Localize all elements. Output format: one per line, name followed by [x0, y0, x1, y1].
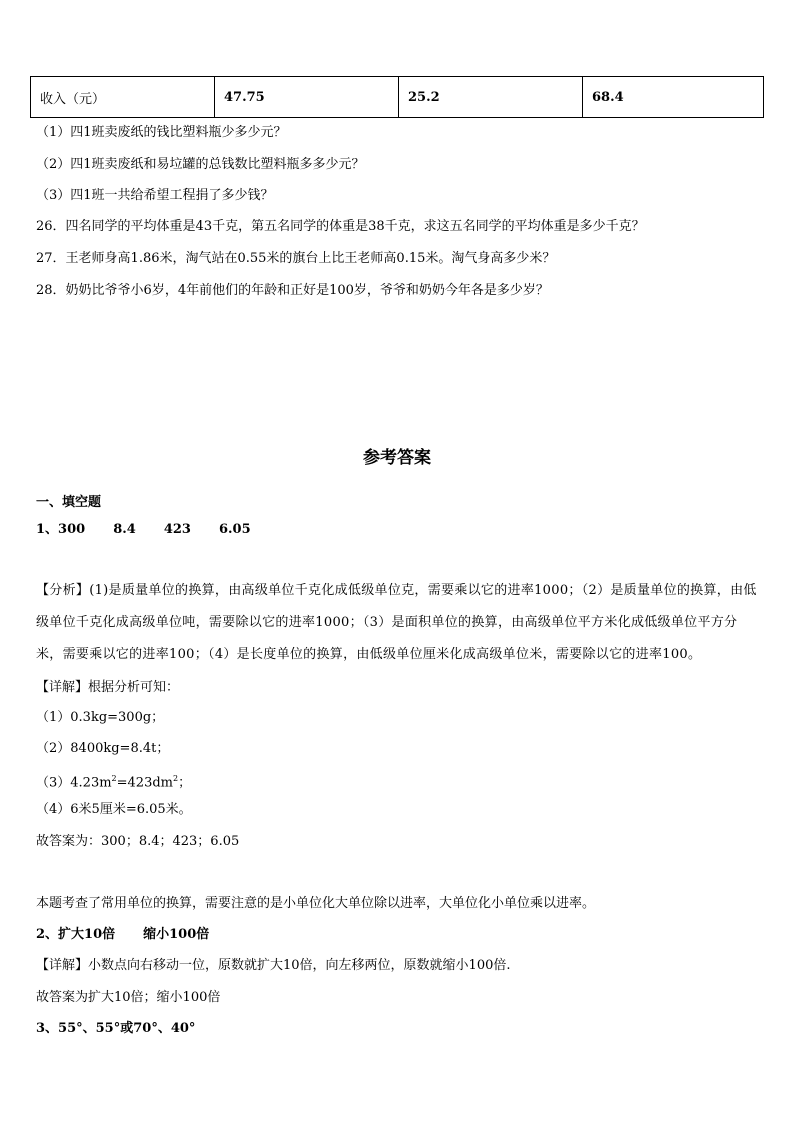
table-cell-value: 47.75 — [215, 77, 399, 118]
answer-value: 8.4 — [113, 522, 136, 537]
answer-number: 1、 — [36, 522, 59, 537]
answer-value: 缩小100倍 — [143, 927, 210, 942]
question-sub-1: （1）四1班卖废纸的钱比塑料瓶少多少元？ — [36, 125, 287, 140]
answer-1-detail-3 — [36, 770, 191, 792]
question-sub-3: （3）四1班一共给希望工程捐了多少钱？ — [36, 188, 274, 203]
answer-1-conclusion: 故答案为：300；8.4；423；6.05 — [36, 834, 240, 849]
answer-1-analysis: 【分析】(1)是质量单位的换算，由高级单位千克化成低级单位克，需要乘以它的进率1000；（2）是质量单位的换算，由低级单位千克化成高级单位吨，需要除以它的进率1000；（3）是面积单位的换算，由高级单位平方米化成低级单位平方分米，需要乘以它的进率100；（4）是长度单位的换算，由低级单位厘米化成高级单位米，需要除以它的进率100。 — [36, 583, 757, 662]
question-sub-2: （2）四1班卖废纸和易垃罐的总钱数比塑料瓶多多少元？ — [36, 157, 365, 172]
question-28: 28．奶奶比爷爷小6岁，4年前他们的年龄和正好是100岁，爷爷和奶奶今年各是多少岁？ — [36, 283, 549, 298]
answer-3-values: 3、55°、55°或70°、40° — [36, 1021, 196, 1036]
answer-number: 2、 — [36, 927, 59, 942]
answer-1-detail-4: （4）6米5厘米=6.05米。 — [36, 802, 192, 817]
question-26: 26．四名同学的平均体重是43千克，第五名同学的体重是38千克，求这五名同学的平均体重是多少千克？ — [36, 219, 645, 234]
detail-text: =423dm — [116, 775, 173, 791]
table-cell-value: 25.2 — [399, 77, 583, 118]
answer-value: 扩大10倍 — [58, 927, 116, 942]
detail-text: ； — [178, 775, 192, 791]
answer-1-detail-heading: 【详解】根据分析可知： — [36, 680, 180, 695]
table-cell-label: 收入（元） — [31, 77, 215, 118]
superscript: 2 — [111, 774, 117, 783]
answer-1-values — [36, 521, 251, 539]
answers-title: 参考答案 — [363, 448, 431, 468]
table-cell-value: 68.4 — [583, 77, 764, 118]
detail-text: （3）4.23m — [36, 775, 112, 791]
answer-value: 6.05 — [218, 522, 251, 537]
answer-value: 423 — [163, 522, 191, 537]
answer-2-conclusion: 故答案为扩大10倍；缩小100倍 — [36, 990, 221, 1005]
answer-2-values — [36, 926, 209, 944]
answer-1-detail-1: （1）0.3kg=300g； — [36, 710, 165, 725]
superscript: 2 — [173, 774, 179, 783]
answer-1-note: 本题考查了常用单位的换算，需要注意的是小单位化大单位除以进率，大单位化小单位乘以进率。 — [36, 896, 596, 911]
income-table — [30, 76, 764, 118]
table-row — [31, 77, 764, 118]
answer-1-detail-2: （2）8400kg=8.4t； — [36, 741, 170, 756]
answer-value: 300 — [58, 522, 86, 537]
answer-2-detail: 【详解】小数点向右移动一位，原数就扩大10倍，向左移两位，原数就缩小100倍. — [36, 958, 511, 973]
section-heading: 一、填空题 — [36, 495, 102, 510]
question-27: 27．王老师身高1.86米，淘气站在0.55米的旗台上比王老师高0.15米。淘气身高多少米？ — [36, 251, 556, 266]
